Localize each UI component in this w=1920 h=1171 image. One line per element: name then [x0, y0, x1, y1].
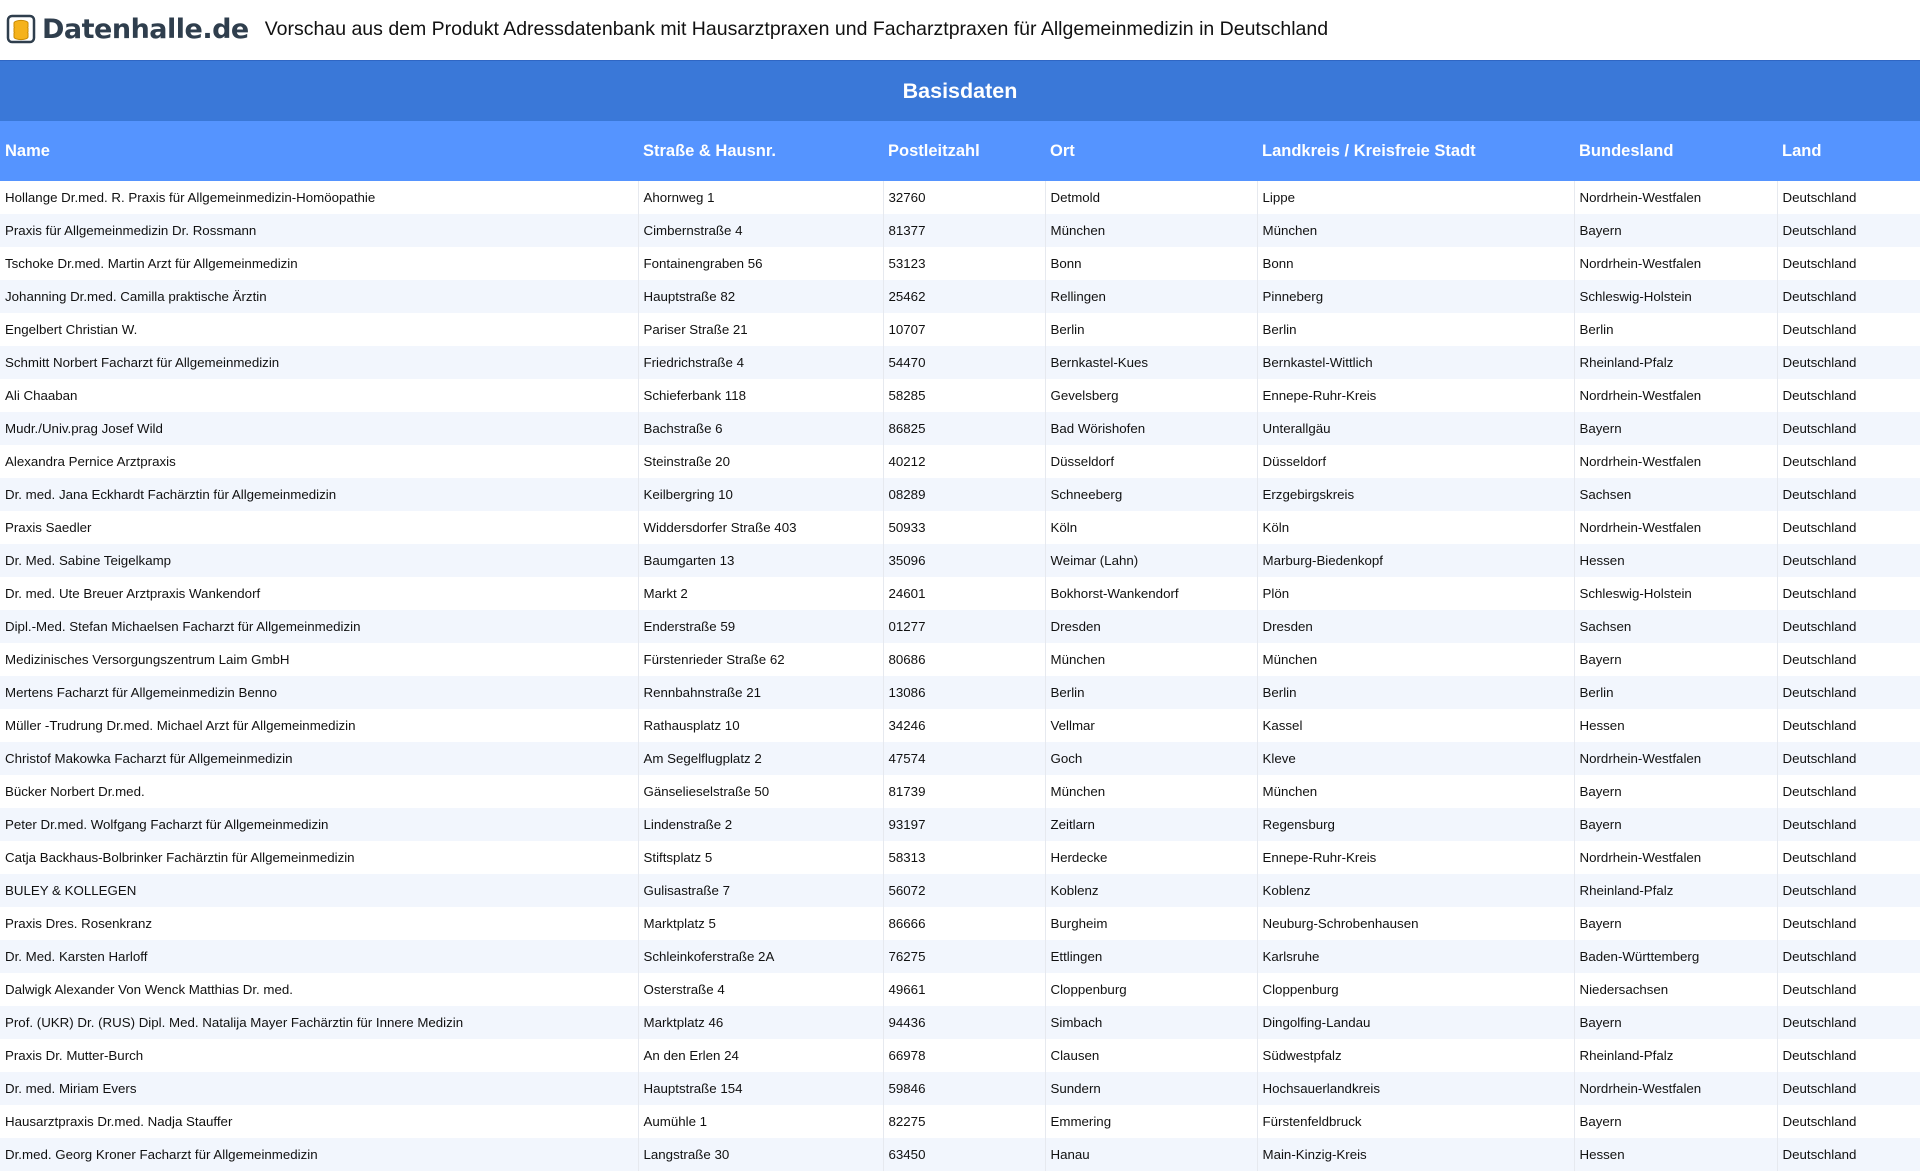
table-header: [0, 121, 1920, 181]
cell-state: Hessen: [1574, 1138, 1777, 1171]
cell-state: Berlin: [1574, 313, 1777, 346]
cell-postcode: 08289: [883, 478, 1045, 511]
cell-state: Baden-Württemberg: [1574, 940, 1777, 973]
cell-district: Regensburg: [1257, 808, 1574, 841]
cell-postcode: 53123: [883, 247, 1045, 280]
cell-postcode: 80686: [883, 643, 1045, 676]
cell-state: Bayern: [1574, 808, 1777, 841]
cell-city: Bernkastel-Kues: [1045, 346, 1257, 379]
table-row: [0, 940, 1920, 973]
cell-country: Deutschland: [1777, 280, 1920, 313]
cell-name: Bücker Norbert Dr.med.: [0, 775, 638, 808]
cell-country: Deutschland: [1777, 940, 1920, 973]
cell-name: Alexandra Pernice Arztpraxis: [0, 445, 638, 478]
cell-state: Rheinland-Pfalz: [1574, 346, 1777, 379]
cell-city: Dresden: [1045, 610, 1257, 643]
table-row: [0, 313, 1920, 346]
cell-street: Steinstraße 20: [638, 445, 883, 478]
cell-city: München: [1045, 214, 1257, 247]
cell-name: Dr.med. Georg Kroner Facharzt für Allgemeinmedizin: [0, 1138, 638, 1171]
cell-postcode: 59846: [883, 1072, 1045, 1105]
cell-country: Deutschland: [1777, 313, 1920, 346]
table-row: [0, 346, 1920, 379]
cell-postcode: 76275: [883, 940, 1045, 973]
cell-country: Deutschland: [1777, 1072, 1920, 1105]
cell-country: Deutschland: [1777, 478, 1920, 511]
table-row: [0, 610, 1920, 643]
cell-street: Rennbahnstraße 21: [638, 676, 883, 709]
cell-postcode: 34246: [883, 709, 1045, 742]
table-body: [0, 181, 1920, 1171]
table-row: [0, 742, 1920, 775]
column-header-city[interactable]: Ort: [1045, 121, 1257, 181]
cell-postcode: 58285: [883, 379, 1045, 412]
cell-street: Gänselieselstraße 50: [638, 775, 883, 808]
cell-name: Mudr./Univ.prag Josef Wild: [0, 412, 638, 445]
cell-name: Engelbert Christian W.: [0, 313, 638, 346]
cell-district: Lippe: [1257, 181, 1574, 214]
column-header-postcode[interactable]: Postleitzahl: [883, 121, 1045, 181]
cell-district: Berlin: [1257, 313, 1574, 346]
cell-state: Schleswig-Holstein: [1574, 280, 1777, 313]
cell-country: Deutschland: [1777, 511, 1920, 544]
cell-city: Burgheim: [1045, 907, 1257, 940]
cell-city: Koblenz: [1045, 874, 1257, 907]
cell-district: Erzgebirgskreis: [1257, 478, 1574, 511]
cell-country: Deutschland: [1777, 841, 1920, 874]
cell-postcode: 40212: [883, 445, 1045, 478]
cell-street: Widdersdorfer Straße 403: [638, 511, 883, 544]
table-row: [0, 280, 1920, 313]
cell-district: Dingolfing-Landau: [1257, 1006, 1574, 1039]
cell-country: Deutschland: [1777, 907, 1920, 940]
cell-postcode: 24601: [883, 577, 1045, 610]
cell-city: Zeitlarn: [1045, 808, 1257, 841]
column-header-country[interactable]: Land: [1777, 121, 1920, 181]
cell-district: München: [1257, 775, 1574, 808]
cell-name: Dipl.-Med. Stefan Michaelsen Facharzt für Allgemeinmedizin: [0, 610, 638, 643]
cell-name: Mertens Facharzt für Allgemeinmedizin Benno: [0, 676, 638, 709]
cell-postcode: 81377: [883, 214, 1045, 247]
cell-city: Detmold: [1045, 181, 1257, 214]
cell-postcode: 50933: [883, 511, 1045, 544]
cell-country: Deutschland: [1777, 808, 1920, 841]
cell-street: Marktplatz 46: [638, 1006, 883, 1039]
cell-postcode: 56072: [883, 874, 1045, 907]
cell-street: Gulisastraße 7: [638, 874, 883, 907]
cell-postcode: 81739: [883, 775, 1045, 808]
table-row: [0, 874, 1920, 907]
cell-district: Köln: [1257, 511, 1574, 544]
cell-country: Deutschland: [1777, 643, 1920, 676]
cell-state: Schleswig-Holstein: [1574, 577, 1777, 610]
cell-city: Gevelsberg: [1045, 379, 1257, 412]
cell-name: Dr. med. Ute Breuer Arztpraxis Wankendorf: [0, 577, 638, 610]
cell-street: Am Segelflugplatz 2: [638, 742, 883, 775]
cell-street: Rathausplatz 10: [638, 709, 883, 742]
cell-state: Bayern: [1574, 214, 1777, 247]
cell-state: Niedersachsen: [1574, 973, 1777, 1006]
table-row: [0, 1138, 1920, 1171]
cell-name: Dalwigk Alexander Von Wenck Matthias Dr. med.: [0, 973, 638, 1006]
table-row: [0, 1105, 1920, 1138]
cell-country: Deutschland: [1777, 214, 1920, 247]
cell-country: Deutschland: [1777, 1039, 1920, 1072]
cell-country: Deutschland: [1777, 346, 1920, 379]
table-row: [0, 676, 1920, 709]
cell-city: Clausen: [1045, 1039, 1257, 1072]
cell-district: Koblenz: [1257, 874, 1574, 907]
cell-city: München: [1045, 643, 1257, 676]
cell-state: Bayern: [1574, 1105, 1777, 1138]
cell-name: Catja Backhaus-Bolbrinker Fachärztin für Allgemeinmedizin: [0, 841, 638, 874]
cell-state: Nordrhein-Westfalen: [1574, 841, 1777, 874]
table-row: [0, 511, 1920, 544]
cell-postcode: 58313: [883, 841, 1045, 874]
cell-state: Nordrhein-Westfalen: [1574, 742, 1777, 775]
cell-country: Deutschland: [1777, 247, 1920, 280]
cell-district: Ennepe-Ruhr-Kreis: [1257, 379, 1574, 412]
cell-name: Prof. (UKR) Dr. (RUS) Dipl. Med. Natalija Mayer Fachärztin für Innere Medizin: [0, 1006, 638, 1039]
cell-state: Bayern: [1574, 1006, 1777, 1039]
cell-postcode: 01277: [883, 610, 1045, 643]
cell-district: Südwestpfalz: [1257, 1039, 1574, 1072]
cell-city: Ettlingen: [1045, 940, 1257, 973]
cell-state: Berlin: [1574, 676, 1777, 709]
cell-postcode: 94436: [883, 1006, 1045, 1039]
cell-street: Pariser Straße 21: [638, 313, 883, 346]
cell-state: Bayern: [1574, 643, 1777, 676]
table-row: [0, 214, 1920, 247]
cell-district: Kassel: [1257, 709, 1574, 742]
table-row: [0, 379, 1920, 412]
cell-district: Neuburg-Schrobenhausen: [1257, 907, 1574, 940]
table-row: [0, 1039, 1920, 1072]
table-row: [0, 643, 1920, 676]
column-header-district[interactable]: Landkreis / Kreisfreie Stadt: [1257, 121, 1574, 181]
cell-city: Düsseldorf: [1045, 445, 1257, 478]
cell-district: Plön: [1257, 577, 1574, 610]
cell-city: Cloppenburg: [1045, 973, 1257, 1006]
cell-postcode: 86825: [883, 412, 1045, 445]
cell-district: Dresden: [1257, 610, 1574, 643]
cell-district: München: [1257, 214, 1574, 247]
cell-city: Emmering: [1045, 1105, 1257, 1138]
cell-street: Schleinkoferstraße 2A: [638, 940, 883, 973]
table-row: [0, 1072, 1920, 1105]
cell-street: Bachstraße 6: [638, 412, 883, 445]
cell-street: Hauptstraße 154: [638, 1072, 883, 1105]
table-row: [0, 808, 1920, 841]
cell-name: Medizinisches Versorgungszentrum Laim GmbH: [0, 643, 638, 676]
table-row: [0, 973, 1920, 1006]
cell-country: Deutschland: [1777, 379, 1920, 412]
cell-state: Nordrhein-Westfalen: [1574, 1072, 1777, 1105]
cell-street: Cimbernstraße 4: [638, 214, 883, 247]
cell-district: Hochsauerlandkreis: [1257, 1072, 1574, 1105]
cell-city: Simbach: [1045, 1006, 1257, 1039]
column-header-street[interactable]: Straße & Hausnr.: [638, 121, 883, 181]
cell-name: Johanning Dr.med. Camilla praktische Ärztin: [0, 280, 638, 313]
cell-street: Hauptstraße 82: [638, 280, 883, 313]
table-row: [0, 181, 1920, 214]
cell-country: Deutschland: [1777, 1006, 1920, 1039]
cell-name: Praxis Saedler: [0, 511, 638, 544]
cell-street: Markt 2: [638, 577, 883, 610]
cell-street: Langstraße 30: [638, 1138, 883, 1171]
cell-postcode: 13086: [883, 676, 1045, 709]
cell-street: Fontainengraben 56: [638, 247, 883, 280]
table-row: [0, 478, 1920, 511]
cell-country: Deutschland: [1777, 445, 1920, 478]
cell-country: Deutschland: [1777, 874, 1920, 907]
cell-state: Nordrhein-Westfalen: [1574, 445, 1777, 478]
table-row: [0, 1006, 1920, 1039]
cell-district: Cloppenburg: [1257, 973, 1574, 1006]
cell-state: Hessen: [1574, 709, 1777, 742]
column-header-state[interactable]: Bundesland: [1574, 121, 1777, 181]
cell-postcode: 86666: [883, 907, 1045, 940]
cell-country: Deutschland: [1777, 709, 1920, 742]
table-row: [0, 412, 1920, 445]
cell-city: Sundern: [1045, 1072, 1257, 1105]
cell-state: Nordrhein-Westfalen: [1574, 511, 1777, 544]
table-row: [0, 841, 1920, 874]
cell-postcode: 54470: [883, 346, 1045, 379]
cell-city: Köln: [1045, 511, 1257, 544]
cell-postcode: 47574: [883, 742, 1045, 775]
cell-name: Müller -Trudrung Dr.med. Michael Arzt für Allgemeinmedizin: [0, 709, 638, 742]
cell-name: Christof Makowka Facharzt für Allgemeinmedizin: [0, 742, 638, 775]
table-row: [0, 907, 1920, 940]
cell-country: Deutschland: [1777, 544, 1920, 577]
cell-district: Fürstenfeldbruck: [1257, 1105, 1574, 1138]
cell-postcode: 63450: [883, 1138, 1045, 1171]
cell-country: Deutschland: [1777, 1138, 1920, 1171]
cell-street: Stiftsplatz 5: [638, 841, 883, 874]
cell-street: Osterstraße 4: [638, 973, 883, 1006]
column-header-name[interactable]: Name: [0, 121, 638, 181]
cell-postcode: 66978: [883, 1039, 1045, 1072]
cell-state: Nordrhein-Westfalen: [1574, 247, 1777, 280]
cell-country: Deutschland: [1777, 775, 1920, 808]
cell-state: Sachsen: [1574, 478, 1777, 511]
cell-street: Baumgarten 13: [638, 544, 883, 577]
table-row: [0, 445, 1920, 478]
cell-district: Pinneberg: [1257, 280, 1574, 313]
cell-state: Sachsen: [1574, 610, 1777, 643]
cell-district: Karlsruhe: [1257, 940, 1574, 973]
cell-city: Hanau: [1045, 1138, 1257, 1171]
data-table: [0, 121, 1920, 1171]
cell-district: München: [1257, 643, 1574, 676]
cell-state: Rheinland-Pfalz: [1574, 874, 1777, 907]
section-title: Basisdaten: [0, 60, 1920, 121]
cell-state: Bayern: [1574, 775, 1777, 808]
cell-street: Enderstraße 59: [638, 610, 883, 643]
cell-street: Marktplatz 5: [638, 907, 883, 940]
cell-postcode: 93197: [883, 808, 1045, 841]
cell-country: Deutschland: [1777, 1105, 1920, 1138]
cell-name: Peter Dr.med. Wolfgang Facharzt für Allgemeinmedizin: [0, 808, 638, 841]
cell-name: Dr. Med. Sabine Teigelkamp: [0, 544, 638, 577]
table-row: [0, 544, 1920, 577]
table-header-row: [0, 121, 1920, 181]
cell-city: Herdecke: [1045, 841, 1257, 874]
cell-country: Deutschland: [1777, 610, 1920, 643]
cell-city: Berlin: [1045, 313, 1257, 346]
logo-text: Datenhalle.de: [42, 13, 249, 45]
cell-street: An den Erlen 24: [638, 1039, 883, 1072]
cell-district: Bernkastel-Wittlich: [1257, 346, 1574, 379]
page-title: Vorschau aus dem Produkt Adressdatenbank mit Hausarztpraxen und Facharztpraxen für Allgemeinmedizin in Deutschland: [264, 17, 1329, 40]
cell-country: Deutschland: [1777, 742, 1920, 775]
cell-city: München: [1045, 775, 1257, 808]
cell-city: Bad Wörishofen: [1045, 412, 1257, 445]
cell-street: Friedrichstraße 4: [638, 346, 883, 379]
cell-name: Hausarztpraxis Dr.med. Nadja Stauffer: [0, 1105, 638, 1138]
cell-name: Dr. Med. Karsten Harloff: [0, 940, 638, 973]
cell-postcode: 49661: [883, 973, 1045, 1006]
cell-district: Kleve: [1257, 742, 1574, 775]
cell-name: Ali Chaaban: [0, 379, 638, 412]
cell-name: Schmitt Norbert Facharzt für Allgemeinmedizin: [0, 346, 638, 379]
brand-logo[interactable]: [6, 13, 249, 45]
cell-postcode: 25462: [883, 280, 1045, 313]
cell-city: Berlin: [1045, 676, 1257, 709]
cell-name: Dr. med. Miriam Evers: [0, 1072, 638, 1105]
database-logo-icon: [6, 13, 38, 45]
cell-country: Deutschland: [1777, 181, 1920, 214]
cell-district: Berlin: [1257, 676, 1574, 709]
cell-street: Ahornweg 1: [638, 181, 883, 214]
cell-state: Rheinland-Pfalz: [1574, 1039, 1777, 1072]
cell-street: Schieferbank 118: [638, 379, 883, 412]
cell-state: Nordrhein-Westfalen: [1574, 379, 1777, 412]
cell-city: Schneeberg: [1045, 478, 1257, 511]
cell-country: Deutschland: [1777, 676, 1920, 709]
cell-state: Bayern: [1574, 412, 1777, 445]
cell-name: Praxis Dr. Mutter-Burch: [0, 1039, 638, 1072]
cell-country: Deutschland: [1777, 412, 1920, 445]
top-bar: [0, 0, 1920, 60]
cell-city: Weimar (Lahn): [1045, 544, 1257, 577]
cell-district: Ennepe-Ruhr-Kreis: [1257, 841, 1574, 874]
cell-name: Praxis Dres. Rosenkranz: [0, 907, 638, 940]
cell-name: BULEY & KOLLEGEN: [0, 874, 638, 907]
cell-street: Lindenstraße 2: [638, 808, 883, 841]
cell-district: Bonn: [1257, 247, 1574, 280]
cell-postcode: 10707: [883, 313, 1045, 346]
cell-city: Bokhorst-Wankendorf: [1045, 577, 1257, 610]
cell-district: Main-Kinzig-Kreis: [1257, 1138, 1574, 1171]
cell-name: Tschoke Dr.med. Martin Arzt für Allgemeinmedizin: [0, 247, 638, 280]
cell-street: Aumühle 1: [638, 1105, 883, 1138]
cell-name: Dr. med. Jana Eckhardt Fachärztin für Allgemeinmedizin: [0, 478, 638, 511]
cell-district: Düsseldorf: [1257, 445, 1574, 478]
cell-district: Marburg-Biedenkopf: [1257, 544, 1574, 577]
cell-street: Fürstenrieder Straße 62: [638, 643, 883, 676]
table-row: [0, 775, 1920, 808]
cell-postcode: 32760: [883, 181, 1045, 214]
cell-city: Goch: [1045, 742, 1257, 775]
cell-city: Vellmar: [1045, 709, 1257, 742]
cell-state: Hessen: [1574, 544, 1777, 577]
cell-country: Deutschland: [1777, 973, 1920, 1006]
cell-city: Bonn: [1045, 247, 1257, 280]
cell-state: Bayern: [1574, 907, 1777, 940]
table-row: [0, 577, 1920, 610]
cell-state: Nordrhein-Westfalen: [1574, 181, 1777, 214]
cell-country: Deutschland: [1777, 577, 1920, 610]
cell-postcode: 82275: [883, 1105, 1045, 1138]
cell-postcode: 35096: [883, 544, 1045, 577]
cell-name: Hollange Dr.med. R. Praxis für Allgemeinmedizin-Homöopathie: [0, 181, 638, 214]
cell-city: Rellingen: [1045, 280, 1257, 313]
table-row: [0, 709, 1920, 742]
cell-street: Keilbergring 10: [638, 478, 883, 511]
table-row: [0, 247, 1920, 280]
cell-district: Unterallgäu: [1257, 412, 1574, 445]
cell-name: Praxis für Allgemeinmedizin Dr. Rossmann: [0, 214, 638, 247]
